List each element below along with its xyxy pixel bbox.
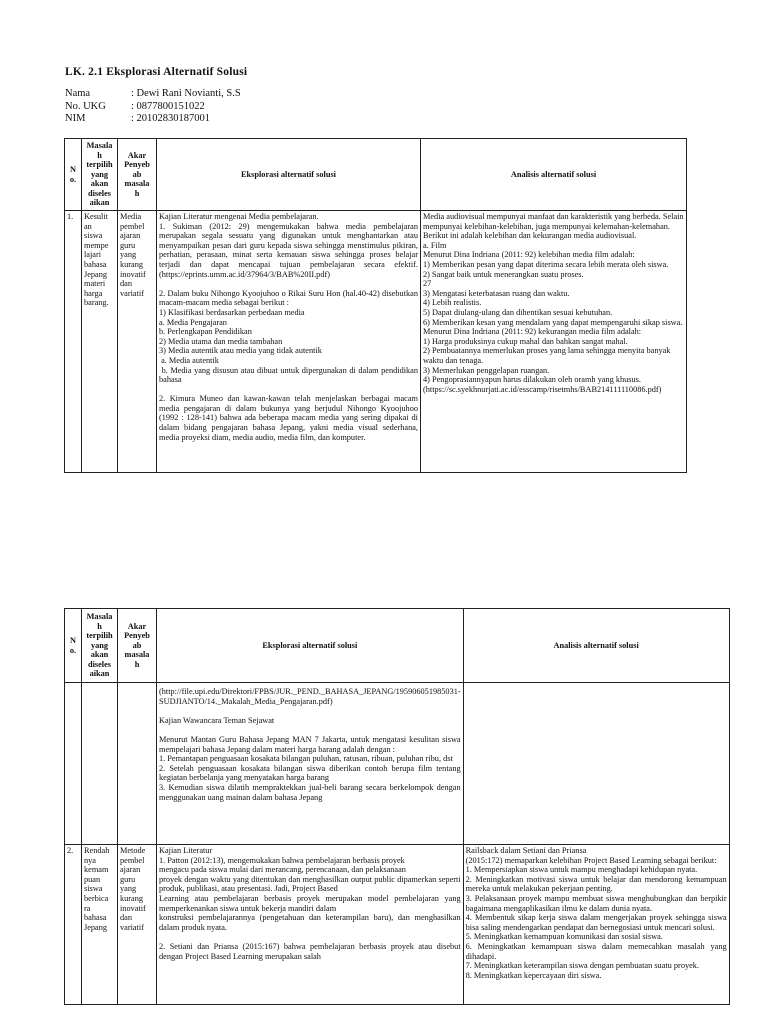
header-no: N o. [65,139,82,211]
analysis-cell: Media audiovisual mempunyai manfaat dan karakteristik yang berbeda. Selain mempunyai kelebihan-kelebihan, juga mempunyai kelemahan-kelemahan. Berikut ini adalah kelebihan dan kekurangan media audiovisual. a. Film Menurut Dina Indriana (2011: 92) kelebihan media film adalah: 1) Memberikan pesan yang dapat diterima secara lebih merata oleh siswa. 2) Sangat baik untuk menerangkan suatu proses. 27 3) Mengatasi keterbatasan ruang dan waktu. 4) Lebih realistis. 5) Dapat diulang-ulang dan dihentikan sesuai kebutuhan. 6) Memberikan kesan yang mendalam yang dapat mempengaruhi sikap siswa. Menurut Dina Indriana (2011: 92) kekurangan media film adalah: 1) Harga produksinya cukup mahal dan bahkan sangat mahal. 2) Pembuatannya memerlukan proses yang lama sehingga menyita banyak waktu dan tenaga. 3) Memerlukan penggelapan ruangan. 4) Pengoprasiannyapun harus dilakukan oleh oramh yang khusus. (https://sc.syekhnurjati.ac.id/esscamp/risetmhs/BAB214111110086.pdf) [421,211,687,473]
exploration-cell: (http://file.upi.edu/Direktori/FPBS/JUR._PEND._BAHASA_JEPANG/195906051985031-SUDJIANTO/14._Makalah_Media_Pengajaran.pdf) Kajian Wawancara Teman Sejawat Menurut Mantan Guru Bahasa Jepang MAN 7 Jakarta, untuk mengatasi kesulitan siswa mempelajari bahasa Jepang dalam materi harga barang adalah dengan : 1. Pemantapan penguasaan kosakata bilangan puluhan, ratusan, ribuan, puluhan ribu, dst 2. Setelah penguasaan kosakata bilangan siswa diberikan contoh berupa film tentang kegiatan berbelanja yang menyatakan harga barang 3. Kemudian siswa dilatih mempraktekkan jual-beli barang secara berkelompok dengan menggunakan uang mainan dalam bahasa Jepang [157,683,464,845]
identity-nim [65,113,210,126]
row-number [65,683,82,845]
root-cause-cell: Metode pembel ajaran guru yang kurang inovatif dan variatif [118,845,157,1005]
row-number: 2. [65,845,82,1005]
identity-value: : 0877800151022 [131,100,205,112]
header-eksplorasi: Eksplorasi alternatif solusi [157,139,421,211]
solution-table-page-1 [64,138,687,473]
identity-label: No. UKG [65,100,106,112]
table-header-row [65,609,730,683]
exploration-cell: Kajian Literatur 1. Patton (2012:13), mengemukakan bahwa pembelajaran berbasis proyek mengacu pada siswa mulai dari merancang, perencanaan, dan pelaksanaan proyek dengan waktu yang ditentukan dan menghasilkan output public dipamerkan seperti produk, publikasi, atau presentasi. Jadi, Project Based Learning atau pembelajaran berbasis proyek merupakan model pembelajaran yang memperkenankan siswa untuk bekerja mandiri dalam konstruksi pembelajarannya (pengetahuan dan keterampilan baru), dan menghasilkan dalam produk nyata. 2. Setiani dan Priansa (2015:167) bahwa pembelajaran berbasis proyek atau disebut dengan Project Based Learning merupakan salah [157,845,464,1005]
problem-cell: Rendah nya kemam puan siswa berbica ra bahasa Jepang [82,845,118,1005]
analysis-cell [463,683,729,845]
header-masalah: Masala h terpilih yang akan diseles aikan [82,609,118,683]
header-akar: Akar Penyeb ab masala h [118,139,157,211]
header-eksplorasi: Eksplorasi alternatif solusi [157,609,464,683]
table-row [65,683,730,845]
document-title: LK. 2.1 Eksplorasi Alternatif Solusi [65,66,248,78]
table-row [65,211,687,473]
problem-cell: Kesulit an siswa mempe lajari bahasa Jepang materi harga barang. [82,211,118,473]
header-analisis: Analisis alternatif solusi [421,139,687,211]
identity-label: Nama [65,88,91,99]
problem-cell [82,683,118,845]
identity-value: : Dewi Rani Novianti, S.S [131,88,241,99]
header-no: N o. [65,609,82,683]
header-analisis: Analisis alternatif solusi [463,609,729,683]
identity-ukg [65,101,205,114]
identity-name [65,88,241,101]
identity-value: : 20102830187001 [131,113,211,124]
root-cause-cell: Media pembel ajaran guru yang kurang inovatif dan variatif [118,211,157,473]
header-masalah: Masala h terpilih yang akan diseles aikan [82,139,118,211]
table-row [65,845,730,1005]
header-akar: Akar Penyeb ab masala h [118,609,157,683]
root-cause-cell [118,683,157,845]
identity-label: NIM [65,113,86,124]
row-number: 1. [65,211,82,473]
exploration-cell: Kajian Literatur mengenai Media pembelajaran. 1. Sukiman (2012: 29) mengemukakan bahwa media pembelajaran merupakan segala sesuatu yang digunakan untuk menghantarkan atau menyampaikan pesan dari guru kepada siswa sehingga menstimulus pikiran, perhatian, perasaan, minat serta kemauan siswa sehingga proses belajar terjadi dan dapat mencapai tujuan pembelajaran secara efektif. (https://eprints.umm.ac.id/37964/3/BAB%20II.pdf) 2. Dalam buku Nihongo Kyoojuhoo o Rikai Suru Hon (hal.40-42) disebutkan macam-macam media sebagai berikut : 1) Klasifikasi berdasarkan perbedaan media a. Media Pengajaran b. Perlengkapan Pendidikan 2) Media utama dan media tambahan 3) Media autentik atau media yang tidak autentik a. Media autentik b. Media yang disusun atau dibuat untuk dipergunakan di dalam pendidikan bahasa 2. Kimura Muneo dan kawan-kawan telah menjelaskan berbagai macam media pengajaran di dalam bukunya yang berjudul Nihongo Kyoojuhoo (1992 : 128-141) bahwa ada beberapa macam media yang sering dipakai di dalam bidang pengajaran bahasa Jepang, yakni media visual sederhana, media proyeksi diam, media audio, media film, dan komputer. [157,211,421,473]
table-header-row [65,139,687,211]
analysis-cell: Railsback dalam Setiani dan Priansa (2015:172) memaparkan kelebihan Project Based Learning sebagai berikut: 1. Mempersiapkan siswa untuk mampu menghadapi kehidupan nyata. 2. Meningkatkan motivasi siswa untuk belajar dan mendorong kemampuan mereka untuk melakukan pekerjaan penting. 3. Pelaksanaan proyek mampu membuat siswa menghubungkan dan berpikir bagaimana mengaplikasikan ilmu ke dalam dunia nyata. 4. Membentuk sikap kerja siswa dalam mengerjakan proyek sehingga siswa bisa saling mendengarkan pendapat dan bernegosiasi untuk mencari solusi. 5. Meningkatkan kemampuan komunikasi dan sosial siswa. 6. Meningkatkan kemampuan siswa dalam memecahkan masalah yang dihadapi. 7. Meningkatkan keterampilan siswa dengan pembuatan suatu proyek. 8. Meningkatkan kepercayaan diri siswa. [463,845,729,1005]
solution-table-page-2 [64,608,730,1005]
